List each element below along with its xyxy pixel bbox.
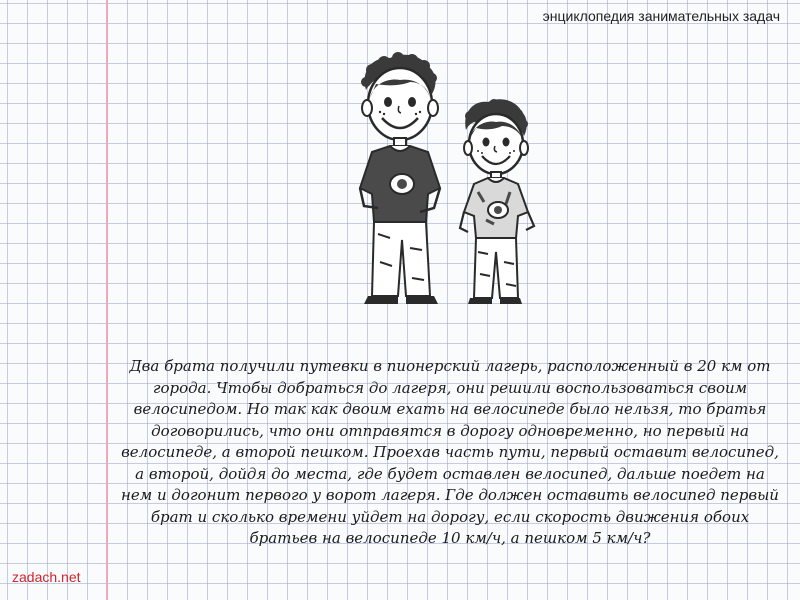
younger-brother-figure bbox=[460, 99, 534, 304]
problem-statement: Два брата получили путевки в пионерский лагерь, расположенный в 20 км от города. Чтобы добраться до лагеря, они решили воспользоваться своим велосипедом. Но так как двоим ехать на велосипеде было нельзя, то братья договорились, что они отправятся в дорогу одновременно, но первый на велосипеде, а второй пешком. Проехав часть пути, первый оставит велосипед, а второй, дойдя до места, где будет оставлен велосипед, дальше поедет на нем и догонит первого у ворот лагеря. Где должен оставить велосипед первый брат и сколько времени уйдет на дорогу, если скорость движения обоих братьев на велосипеде 10 км/ч, а пешком 5 км/ч? bbox=[121, 357, 779, 547]
notebook-margin-line bbox=[106, 0, 108, 600]
site-footer-link[interactable]: zadach.net bbox=[12, 569, 81, 585]
two-brothers-illustration bbox=[350, 52, 550, 308]
site-title: энциклопедия занимательных задач bbox=[542, 8, 780, 24]
older-brother-figure bbox=[360, 52, 440, 304]
